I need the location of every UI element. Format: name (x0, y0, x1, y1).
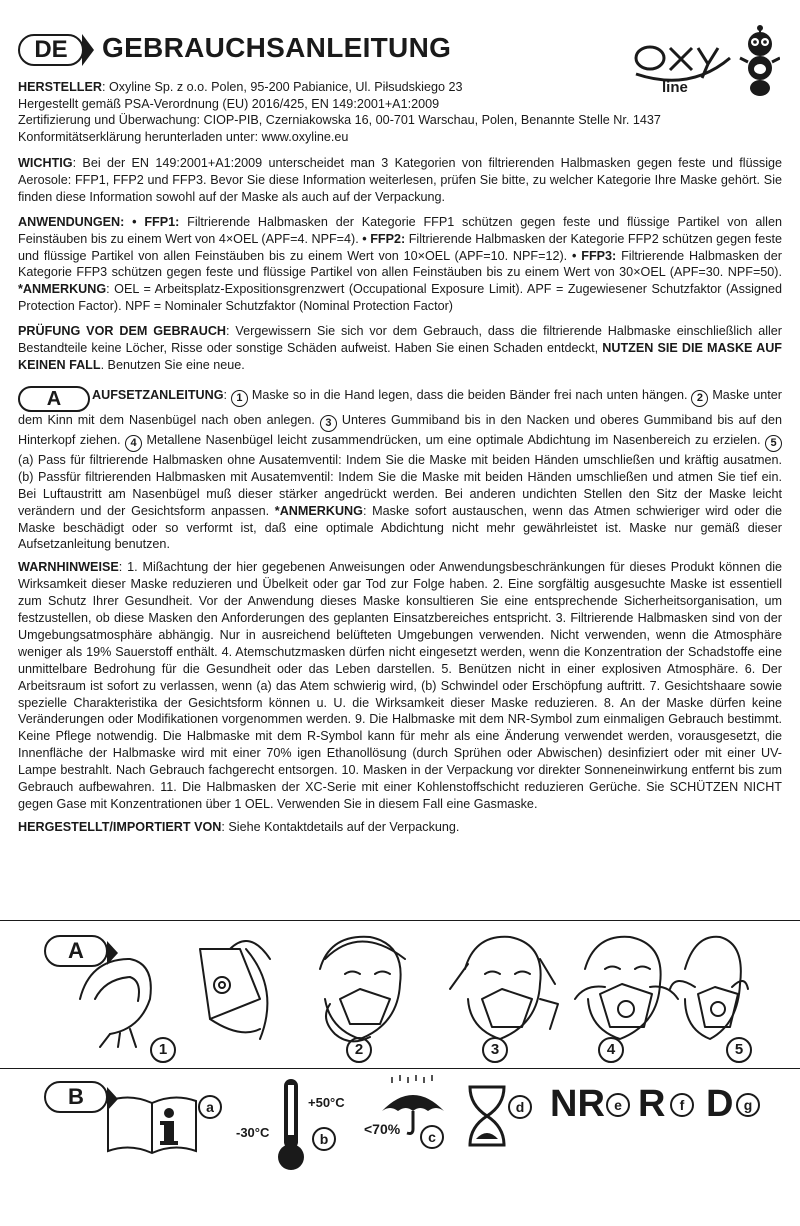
certification-line: Zertifizierung und Überwachung: CIOP-PIB, Czerniakowska 16, 00-701 Warschau, Polen, Benannte Stelle Nr. 1437 (18, 113, 661, 127)
check-label: PRÜFUNG VOR DEM GEBRAUCH (18, 324, 227, 339)
step-1-text: Maske so in die Hand legen, dass die beiden Bänder frei nach unten hängen. (247, 387, 692, 402)
d-letter: g (736, 1093, 760, 1117)
thermometer-icon (276, 1075, 306, 1175)
step-3-badge: 3 (320, 415, 337, 432)
pictogram-step-2: 2 (346, 1037, 372, 1063)
applications-note-label: *ANMERKUNG (18, 282, 107, 297)
step-4-text: Metallene Nasenbügel leicht zusammendrücken, um eine optimale Abdichtung im Nasenbereich zu erzielen. (142, 432, 765, 447)
logo-text-top: oxy (632, 36, 634, 37)
warnings-label: WARNHINWEISE (18, 560, 119, 575)
pictogram-step-5: 5 (726, 1037, 752, 1063)
r-letter: f (670, 1093, 694, 1117)
non-reusable-code: NR (550, 1083, 605, 1125)
temp-letter: b (312, 1127, 336, 1151)
temp-low: -30°C (236, 1125, 270, 1140)
ffp1-text: Filtrierende Halbmasken der Kategorie FFP1 schützen gegen feste und flüssige Partikel von allen Feinstäuben bis zu einem Wert von 4×OEL (APF=4. NPF=4). (18, 214, 782, 246)
language-badge: DE (18, 34, 84, 66)
reusable-code: R (638, 1083, 666, 1125)
importer-text: : Siehe Kontaktdetails auf der Verpackung. (221, 819, 460, 834)
fitting-pictogram-panel (0, 921, 800, 1067)
nr-letter: e (606, 1093, 630, 1117)
step-3-text: Unteres Gummiband bis in den Nacken und oberes Gummiband bis auf den Hinterkopf ziehen. (18, 412, 782, 447)
pictogram-step-3: 3 (482, 1037, 508, 1063)
manufacturer-label: HERSTELLER (18, 80, 102, 94)
fitting-note-text: : Maske sofort austauschen, wenn das Atmen schwieriger wird oder die Maske beschädigt oder so verformt ist, daß eine optimale Abdichtung nicht mehr gewährleistet ist. Maske nur gemäß dieser Aufsetzanleitung benutzen. (18, 503, 782, 552)
declaration-line: Konformitätserklärung herunterladen unter: www.oxyline.eu (18, 129, 349, 144)
step-2-badge: 2 (691, 390, 708, 407)
step-4-face-icon (575, 937, 678, 1039)
warnings-text: : 1. Mißachtung der hier gegebenen Anweisungen oder Anwendungsbeschränkungen für dieses Produkt können die Wirksamkeit dieser Maske reduzieren und Übelkeit oder gar Tod zur Folge haben. 2. Eine sorgfältig ausgesuchte Maske ist essentiell zum Schutz Ihrer Gesundheit. Vor der Anwendung dieses Maske konsultieren Sie eine entsprechende Sicherheitsorganisation, um festzustellen, ob diese Masken den Anforderungen des geplanten Einsatzbereiches entspricht. 3. Filtrierende Halbmasken sind von der Umgebungsatmosphäre abhängig. Nur in ausreichend belüfteten Umgebungen verwenden. Nicht verwenden, wenn die Atmosphäre weniger als 19% Sauerstoff enthält. 4. Atemschutzmasken dürfen nicht eingesetzt werden, wenn die Konzentration der Schadstoffe eine unmittelbare Bedrohung für die Gesundheit oder das Leben darstellen. 5. Benützen nicht in einer explosiven Atmosphäre. 6. Der Arbeitsraum ist sofort zu verlassen, wenn (a) das Atem schwierig wird, (b) Schwindel oder Erschöpfung auftritt. 7. Gesichtshaare sowie spezielle Charakteristika der Gesichtsform können u. U. die Wirksamkeit dieser Maske reduzieren. 8. An der Maske dürfen keine Veränderungen oder Modifikationen vorgenommen werden. 9. Die Halbmaske mit dem NR-Symbol zum einmaligen Gebrauch bestimmt. Keine Pflege notwendig. Die Halbmaske mit dem R-Symbol kann für mehr als eine Änderung verwendet werden, vorausgesetzt, die Innenfläche der Halbmaske wird mit einer 70% igen Ethanollösung (durch Sprühen oder Abwischen) desinfiziert oder mit einer UV-Lampe bestrahlt. Nach Gebrauch fachgerecht entsorgen. 10. Masken in der Verpackung vor direkter Sonneneinwirkung entfernt bis zum Gebrauch aufbewahren. 11. Die Halbmasken der XC-Serie mit einer Kohlenstoffschicht reduzieren Gerüche. Sie SCHÜTZEN NICHT gegen Gase mit Konzentrationen über 1 OEL. Verwenden Sie in diesem Fall eine Gasmaske. (18, 560, 782, 811)
fitting-section (18, 386, 782, 553)
panel-a-label: A (44, 935, 108, 967)
regulation-line: Hergestellt gemäß PSA-Verordnung (EU) 2016/425, EN 149:2001+A1:2009 (18, 96, 440, 111)
step-5-badge: 5 (765, 435, 782, 452)
ffp2-text: Filtrierende Halbmasken der Kategorie FFP2 schützen gegen feste und flüssige Partikel von allen Feinstäuben bis zu einem Wert von 10×OEL (APF=10. NPF=12). (18, 231, 783, 263)
check-warning: NUTZEN SIE DIE MASKE AUF KEINEN FALL (18, 341, 782, 372)
important-text: : Bei der EN 149:2001+A1:2009 unterscheidet man 3 Kategorien von filtrierenden Halbmasken gegen feste und flüssige Aerosole: FFP1, FFP2 und FFP3. Bevor Sie diese Information weiterlesen, prüfen Sie bitte, zu welcher Kategorie Ihre Maske gehört. Sie finden diese Information sowohl auf der Maske als auch auf der Verpackung. (18, 156, 782, 204)
oxyline-logo (630, 22, 780, 100)
ffp3-label: • FFP3: (567, 248, 617, 263)
fitting-note-label: *ANMERKUNG (269, 503, 363, 518)
hourglass-icon (466, 1083, 508, 1149)
ffp1-label: : • FFP1: (120, 214, 180, 229)
important-label: WICHTIG (18, 156, 73, 170)
panel-b-label: B (44, 1081, 108, 1113)
fitting-steps-illustration (60, 929, 750, 1049)
importer-section (18, 819, 782, 836)
applications-label: ANWENDUNGEN (18, 214, 121, 229)
hourglass-letter: d (508, 1095, 532, 1119)
humidity-letter: c (420, 1125, 444, 1149)
step-2-text: Maske unter dem Kinn mit dem Nasenbügel nach oben anlegen. (18, 387, 783, 427)
check-text: : Vergewissern Sie sich vor dem Gebrauch, dass die filtrierende Halbmaske einschließlich aller Bestandteile keine Löcher, Risse oder sonstige Schäden aufweist. Haben Sie einen Schaden entdeckt, (18, 324, 782, 356)
check-tail: . Benutzen Sie eine neue. (100, 357, 245, 372)
fitting-label: AUFSETZANLEITUNG (92, 387, 224, 402)
importer-label: HERGESTELLT/IMPORTIERT VON (18, 819, 222, 834)
manufacturer-address: : Oxyline Sp. z o.o. Polen, 95-200 Pabianice, Ul. Piłsudskiego 23 (101, 80, 463, 94)
step-1-hand-mask-icon (80, 941, 270, 1047)
pictogram-step-1: 1 (150, 1037, 176, 1063)
fitting-colon: : (223, 387, 231, 402)
pictogram-step-4: 4 (598, 1037, 624, 1063)
ffp3-text: Filtrierende Halbmasken der Kategorie FFP3 schützen gegen feste und flüssige Partikel von allen Feinstäuben bis zu einem Wert von 30×OEL (APF=30. NPF=50). (18, 248, 782, 280)
logo-text-bottom: line (662, 79, 688, 96)
step-4-badge: 4 (125, 435, 142, 452)
applications-section (18, 214, 782, 315)
step-2-face-icon (320, 937, 405, 1042)
ffp2-label: • FFP2: (358, 231, 406, 246)
fitting-badge: A (18, 386, 90, 412)
temp-high: +50°C (308, 1095, 345, 1110)
check-section (18, 323, 782, 374)
warnings-section (18, 559, 782, 813)
language-arrow-icon (82, 34, 94, 66)
step-1-badge: 1 (231, 390, 248, 407)
step-5-text: (a) Pass für filtrierende Halbmasken ohne Ausatemventil: Indem Sie die Maske mit beiden Händen umschließen und kräftig ausatmen. (b) Passfür filtrierenden Halbmasken mit Ausatemventil: Indem Sie die Maske mit beiden Händen umschließen und atmen Sie tief ein. Bei Luftaustritt am Nasenbügel muß dieser stärker angedrückt werden. Bei anderen undichten Stellen den Sitz der Maske leicht verändern und der Gesichtsform anpassen. (18, 452, 782, 518)
mascot-icon (740, 25, 780, 96)
applications-note-text: : OEL = Arbeitsplatz-Expositionsgrenzwert (Occupational Exposure Limit). APF = Zugewiesener Schutzfaktor (Assigned Protection Factor). NPF = Nominaler Schutzfaktor (Nominal Protection Factor) (18, 282, 782, 314)
humidity-value: <70% (364, 1121, 401, 1137)
info-book-icon (104, 1091, 200, 1155)
step-5-face-icon (670, 937, 748, 1039)
page-title: GEBRAUCHSANLEITUNG (102, 32, 452, 63)
important-section (18, 155, 782, 206)
info-letter: a (198, 1095, 222, 1119)
symbols-panel (0, 1069, 800, 1219)
step-3-face-icon (450, 937, 558, 1039)
dolomite-code: D (706, 1083, 734, 1125)
